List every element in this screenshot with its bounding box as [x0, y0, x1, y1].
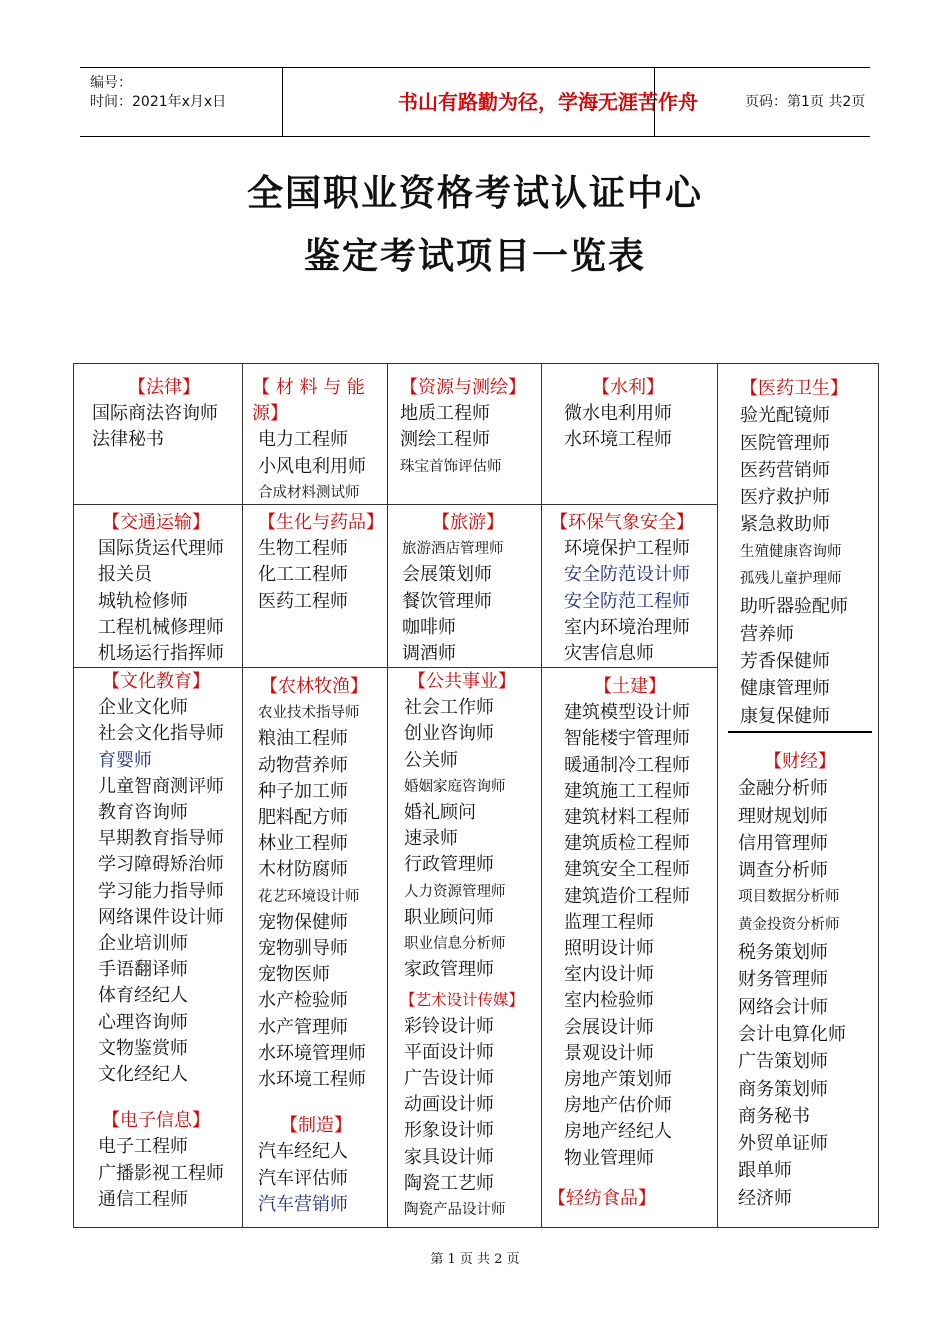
list-item: 珠宝首饰评估师 [400, 458, 502, 475]
list-item: 婚礼顾问 [404, 802, 476, 824]
list-item: 孤残儿童护理师 [740, 571, 842, 588]
category-transport [98, 510, 242, 667]
list-item: 宠物保健师 [258, 911, 348, 933]
list-item: 会展策划师 [402, 564, 492, 586]
list-item: 彩铃设计师 [404, 1015, 494, 1037]
list-item: 医药工程师 [258, 590, 348, 612]
category-env [550, 510, 716, 667]
list-item: 国际商法咨询师 [92, 403, 218, 425]
list-item: 文化经纪人 [98, 1064, 188, 1086]
list-item: 外贸单证师 [738, 1133, 828, 1155]
list-item: 会展设计师 [564, 1016, 654, 1038]
list-item: 化工工程师 [258, 564, 348, 586]
list-item: 陶瓷工艺师 [404, 1172, 494, 1194]
category-heading: 【农林牧渔】 [260, 676, 368, 697]
list-item: 室内环境治理师 [564, 616, 690, 638]
list-item: 小风电利用师 [258, 455, 366, 477]
header-divider [654, 68, 655, 136]
list-item: 生殖健康咨询师 [740, 543, 842, 560]
list-item: 职业顾问师 [404, 906, 494, 928]
list-item: 心理咨询师 [98, 1011, 188, 1033]
list-item: 经济师 [738, 1187, 792, 1209]
category-heading: 【资源与测绘】 [400, 377, 526, 398]
category-finance [738, 748, 874, 1212]
exam-table [73, 363, 879, 1228]
list-item: 合成材料测试师 [258, 484, 360, 501]
category-construction [548, 674, 716, 1212]
header-motto: 书山有路勤为径，学海无涯苦作舟 [398, 90, 698, 114]
category-biochem [258, 510, 384, 615]
list-item: 家政管理师 [404, 959, 494, 981]
list-item: 广告设计师 [404, 1068, 494, 1090]
column-divider [242, 364, 243, 1227]
list-item: 监理工程师 [564, 911, 654, 933]
list-item: 婚姻家庭咨询师 [404, 778, 506, 795]
list-item: 学习能力指导师 [98, 880, 224, 902]
list-item: 儿童智商测评师 [98, 775, 224, 797]
list-item: 照明设计师 [564, 938, 654, 960]
list-item: 动画设计师 [404, 1094, 494, 1116]
list-item: 建筑材料工程师 [564, 807, 690, 829]
list-item: 智能楼宇管理师 [564, 728, 690, 750]
list-item: 餐饮管理师 [402, 590, 492, 612]
category-heading: 【环保气象安全】 [550, 512, 694, 533]
list-item: 房地产经纪人 [564, 1121, 672, 1143]
list-item: 咖啡师 [402, 616, 456, 638]
list-item: 跟单师 [738, 1160, 792, 1182]
list-item: 微水电利用师 [564, 403, 672, 425]
category-heading: 【生化与药品】 [258, 512, 384, 533]
document-title: 全国职业资格考试认证中心 [246, 173, 703, 214]
list-item: 康复保健师 [740, 705, 830, 727]
list-item: 助听器验配师 [740, 596, 848, 618]
list-item: 农业技术指导师 [258, 705, 360, 722]
category-heading: 【轻纺食品】 [548, 1187, 656, 1209]
list-item: 肥料配方师 [258, 807, 348, 829]
list-item: 法律秘书 [92, 429, 164, 451]
list-item: 建筑质检工程师 [564, 833, 690, 855]
list-item: 灾害信息师 [564, 643, 654, 665]
column-divider [541, 364, 542, 1227]
list-item: 地质工程师 [400, 403, 490, 425]
list-item: 景观设计师 [564, 1042, 654, 1064]
list-item: 安全防范设计师 [564, 564, 690, 586]
list-item: 教育咨询师 [98, 802, 188, 824]
list-item: 水环境工程师 [564, 429, 672, 451]
list-item: 医药营销师 [740, 459, 830, 481]
category-heading: 【艺术设计传媒】 [400, 991, 525, 1010]
list-item: 手语翻译师 [98, 959, 188, 981]
list-item: 广告策划师 [738, 1051, 828, 1073]
list-item: 机场运行指挥师 [98, 643, 224, 665]
category-heading: 【文化教育】 [102, 671, 210, 692]
list-item: 建筑造价工程师 [564, 885, 690, 907]
category-heading: 【制造】 [280, 1115, 352, 1137]
category-materials [252, 375, 380, 506]
category-water [564, 375, 714, 454]
list-item: 种子加工师 [258, 780, 348, 802]
list-item: 芳香保健师 [740, 650, 830, 672]
list-item: 早期教育指导师 [98, 828, 224, 850]
list-item: 验光配镜师 [740, 405, 830, 427]
list-item: 广播影视工程师 [98, 1162, 224, 1184]
list-item: 水产管理师 [258, 1016, 348, 1038]
list-item: 财务管理师 [738, 969, 828, 991]
list-item: 商务策划师 [738, 1078, 828, 1100]
list-item: 形象设计师 [404, 1120, 494, 1142]
list-item: 水环境管理师 [258, 1042, 366, 1064]
list-item: 房地产策划师 [564, 1069, 672, 1091]
category-tourism [402, 510, 540, 667]
list-item: 创业咨询师 [404, 723, 494, 745]
list-item: 育婴师 [98, 749, 152, 771]
list-item: 暖通制冷工程师 [564, 754, 690, 776]
list-item: 汽车经纪人 [258, 1141, 348, 1163]
list-item: 林业工程师 [258, 833, 348, 855]
list-item: 学习障碍矫治师 [98, 854, 224, 876]
column-divider [717, 364, 718, 1227]
category-heading: 【法律】 [128, 377, 200, 398]
category-heading: 【土建】 [594, 676, 666, 697]
list-item: 网络课件设计师 [98, 906, 224, 928]
category-heading: 【电子信息】 [102, 1110, 210, 1132]
list-item: 汽车营销师 [258, 1193, 348, 1215]
list-item: 陶瓷产品设计师 [404, 1202, 506, 1219]
header-page-label: 页码：第1页 共2页 [745, 94, 866, 110]
list-item: 环境保护工程师 [564, 538, 690, 560]
header-meta [90, 74, 226, 112]
list-item: 粮油工程师 [258, 728, 348, 750]
row-divider [728, 731, 872, 733]
list-item: 企业培训师 [98, 933, 188, 955]
list-item: 社会工作师 [404, 697, 494, 719]
list-item: 房地产估价师 [564, 1095, 672, 1117]
page-footer: 第 1 页 共 2 页 [430, 1252, 520, 1267]
list-item: 调酒师 [402, 643, 456, 665]
list-item: 汽车评估师 [258, 1167, 348, 1189]
list-item: 商务秘书 [738, 1105, 810, 1127]
column-divider [387, 364, 388, 1227]
list-item: 紧急救助师 [740, 514, 830, 536]
list-item: 建筑模型设计师 [564, 702, 690, 724]
list-item: 宠物医师 [258, 964, 330, 986]
list-item: 公关师 [404, 749, 458, 771]
category-heading: 【旅游】 [432, 512, 504, 533]
row-divider [74, 504, 717, 505]
list-item: 室内检验师 [564, 990, 654, 1012]
list-item: 通信工程师 [98, 1188, 188, 1210]
category-heading: 【 材 料 与 能 源】 [252, 377, 365, 425]
list-item: 黄金投资分析师 [738, 916, 840, 933]
list-item: 安全防范工程师 [564, 590, 690, 612]
list-item: 医疗救护师 [740, 487, 830, 509]
number-label: 编号： [90, 75, 132, 91]
list-item: 社会文化指导师 [98, 723, 224, 745]
list-item: 家具设计师 [404, 1146, 494, 1168]
list-item: 项目数据分析师 [738, 889, 840, 906]
list-item: 建筑施工工程师 [564, 780, 690, 802]
list-item: 旅游酒店管理师 [402, 541, 504, 558]
list-item: 营养师 [740, 623, 794, 645]
list-item: 会计电算化师 [738, 1023, 846, 1045]
list-item: 理财规划师 [738, 805, 828, 827]
list-item: 国际货运代理师 [98, 538, 224, 560]
list-item: 调查分析师 [738, 860, 828, 882]
list-item: 速录师 [404, 828, 458, 850]
list-item: 信用管理师 [738, 832, 828, 854]
list-item: 文物鉴赏师 [98, 1037, 188, 1059]
list-item: 木材防腐师 [258, 859, 348, 881]
list-item: 动物营养师 [258, 754, 348, 776]
list-item: 电力工程师 [258, 429, 348, 451]
list-item: 电子工程师 [98, 1136, 188, 1158]
category-heading: 【财经】 [764, 751, 836, 772]
list-item: 企业文化师 [98, 697, 188, 719]
category-heading: 【医药卫生】 [740, 378, 848, 399]
list-item: 金融分析师 [738, 778, 828, 800]
list-item: 报关员 [98, 564, 152, 586]
list-item: 税务策划师 [738, 942, 828, 964]
list-item: 水环境工程师 [258, 1069, 366, 1091]
list-item: 医院管理师 [740, 432, 830, 454]
category-culture [98, 669, 242, 1213]
category-heading: 【水利】 [592, 377, 664, 398]
category-heading: 【公共事业】 [408, 671, 516, 692]
page-header [80, 67, 870, 137]
category-agri [258, 674, 386, 1218]
list-item: 人力资源管理师 [404, 883, 506, 900]
list-item: 建筑安全工程师 [564, 859, 690, 881]
list-item: 职业信息分析师 [404, 936, 506, 953]
list-item: 室内设计师 [564, 964, 654, 986]
list-item: 生物工程师 [258, 538, 348, 560]
header-divider [282, 68, 283, 136]
list-item: 物业管理师 [564, 1147, 654, 1169]
list-item: 花艺环境设计师 [258, 888, 360, 905]
document-subtitle: 鉴定考试项目一览表 [303, 236, 646, 277]
list-item: 体育经纪人 [98, 985, 188, 1007]
time-label: 时间：2021年x月x日 [90, 94, 227, 110]
category-resources [400, 375, 540, 480]
list-item: 行政管理师 [404, 854, 494, 876]
category-heading: 【交通运输】 [102, 512, 210, 533]
list-item: 城轨检修师 [98, 590, 188, 612]
list-item: 工程机械修理师 [98, 616, 224, 638]
list-item: 平面设计师 [404, 1041, 494, 1063]
list-item: 测绘工程师 [400, 429, 490, 451]
category-law [92, 375, 242, 454]
list-item: 健康管理师 [740, 678, 830, 700]
category-medical [740, 375, 876, 730]
list-item: 网络会计师 [738, 996, 828, 1018]
category-public [400, 669, 540, 1223]
list-item: 宠物驯导师 [258, 938, 348, 960]
list-item: 水产检验师 [258, 990, 348, 1012]
